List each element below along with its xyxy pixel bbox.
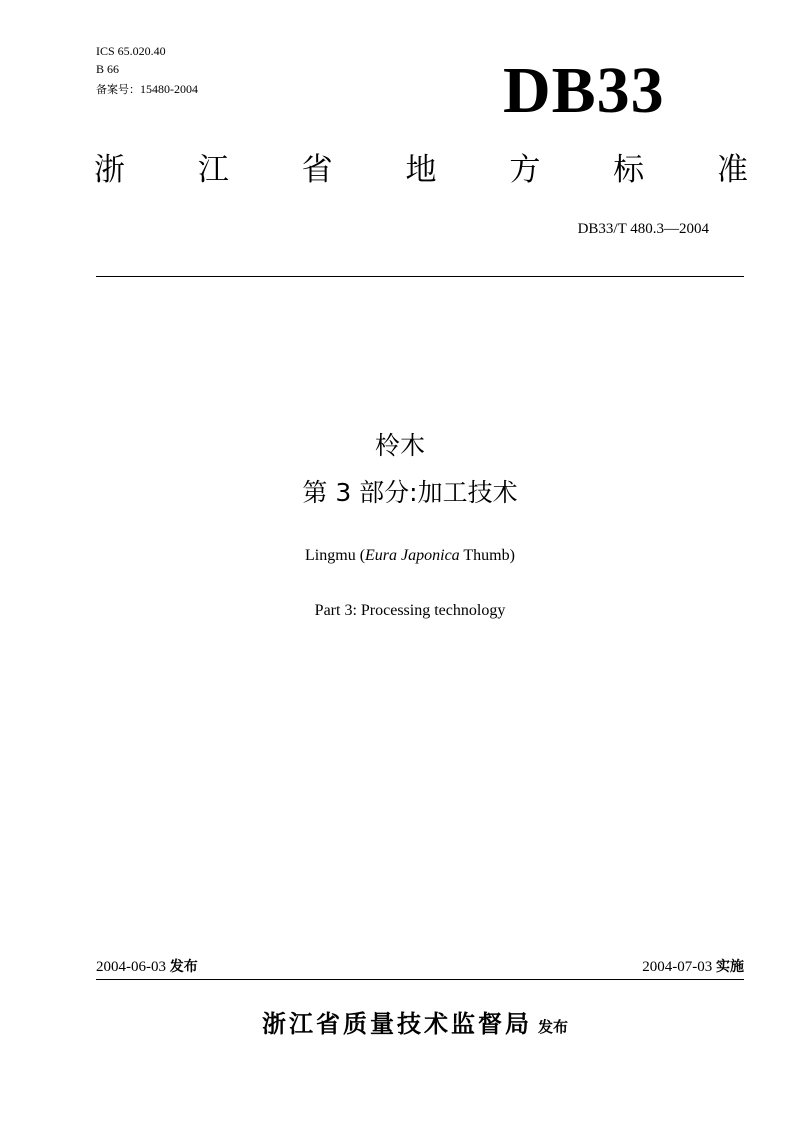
ics-code: ICS 65.020.40	[96, 44, 166, 58]
bottom-divider	[96, 979, 744, 980]
title-char: 标	[613, 152, 645, 188]
title-char: 地	[405, 152, 437, 188]
title-char: 准	[716, 152, 748, 188]
implement-date: 2004-07-03	[642, 959, 713, 975]
english-title-species: Eura Japonica	[365, 547, 460, 564]
classification-code: B 66	[96, 62, 120, 76]
standard-number: DB33/T 480.3—2004	[577, 221, 709, 237]
record-number-line	[96, 81, 198, 98]
issue-date: 2004-06-03	[96, 959, 166, 975]
chinese-title-line2: 第 3 部分:加工技术	[302, 478, 518, 507]
implement-date-line	[500, 957, 744, 977]
db33-logo: DB33	[503, 54, 665, 127]
standard-type-title	[94, 148, 748, 192]
title-char: 浙	[94, 152, 125, 188]
implement-label: 实施	[716, 959, 744, 975]
english-title-suffix: Thumb)	[459, 547, 515, 564]
record-number: 15480-2004	[140, 82, 198, 96]
issuer-line	[0, 1004, 800, 1039]
issue-date-line	[96, 957, 198, 977]
title-char: 方	[509, 152, 541, 188]
issue-label: 发布	[169, 959, 198, 975]
chinese-title-line1: 柃木	[374, 431, 425, 460]
title-char: 省	[301, 152, 333, 188]
english-title-line2: Part 3: Processing technology	[314, 602, 506, 619]
issuer-name: 浙江省质量技术监督局	[261, 1010, 532, 1038]
top-divider	[96, 276, 744, 277]
issuer-suffix: 发布	[537, 1018, 568, 1036]
title-char: 江	[197, 152, 229, 188]
english-title-prefix: Lingmu (	[305, 547, 366, 564]
english-title-line1	[0, 546, 800, 566]
record-label: 备案号：	[96, 83, 140, 96]
